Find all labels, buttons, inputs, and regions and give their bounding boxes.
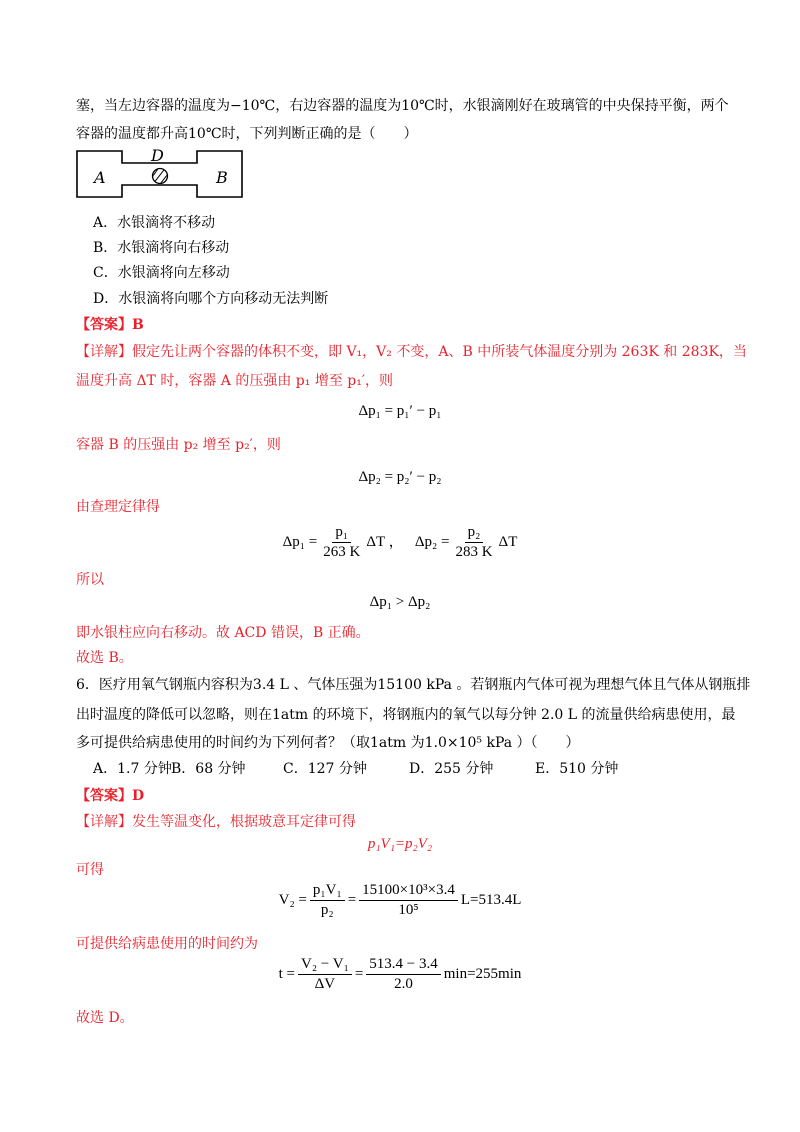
q5-detail-line-5: 所以 [76,572,104,588]
eq3-tail: min=255min [443,966,522,982]
q6-option-d: D．255 分钟 [409,761,494,777]
q5-detail-line-7: 故选 B。 [76,650,133,666]
q5-detail-line-3: 容器 B 的压强由 p₂ 增至 p₂′，则 [76,437,281,453]
eq2-tail: L=513.4L [460,892,522,908]
q5-equation-1: Δp₁ = p₁′ − p₁ [358,403,442,419]
q6-detail-line-2: 可得 [76,862,104,878]
eq3-right-fraction [452,524,495,561]
q6-stem-line-1: 6．医疗用氧气钢瓶内容积为3.4 L 、气体压强为15100 kPa 。若钢瓶内气体可视为理想气体且气体从钢瓶排 [76,677,751,693]
q5-detail-line-1: 【详解】假定先让两个容器的体积不变，即 V₁，V₂ 不变，A、B 中所装气体温度分别为 263K 和 283K，当 [76,344,747,360]
eq3-right-den: 283 K [455,544,493,561]
eq2-num-1: p₁V₁ [310,882,345,901]
q5-equation-3 [0,522,800,562]
eq3-left-tail: ΔT ， [366,534,404,550]
q6-option-c: C．127 分钟 [283,761,367,777]
q5-equation-4: Δp₁ > Δp₂ [369,594,431,610]
q5-option-d: D．水银滴将向哪个方向移动无法判断 [93,291,329,307]
q6-option-a: A．1.7 分钟 [93,761,172,777]
q6-stem-line-2: 出时温度的降低可以忽略，则在1atm 的环境下，将钢瓶内的氧气以每分钟 2.0 L 的流量供给病患使用，最 [76,707,736,723]
eq3-left-lhs: Δp₁ = [282,534,318,550]
label-container-b: B [216,168,228,187]
eq3-fraction-2 [366,956,440,993]
q6-equation-2 [0,880,800,920]
eq2-fraction-1 [310,882,345,919]
q5-detail-line-6: 即水银柱应向右移动。故 ACD 错误，B 正确。 [76,625,370,641]
eq2-den-1: p₂ [320,902,334,919]
q5-stem-line-2: 容器的温度都升高10℃时，下列判断正确的是（ ） [76,126,418,142]
eq3-left-den: 263 K [323,544,361,561]
eq3-right-lhs: Δp₂ = [414,534,450,550]
eq3-right-tail: ΔT [498,534,518,550]
q6-equation-3 [0,954,800,994]
eq3-lhs: t = [278,966,295,982]
eq3-equals: = [354,966,364,982]
q5-option-a: A．水银滴将不移动 [93,215,216,231]
eq2-lhs: V₂ = [278,892,307,908]
q5-detail-line-4: 由查理定律得 [76,499,160,515]
eq3-num-2: 513.4 − 3.4 [366,956,440,975]
eq3-den-2: 2.0 [394,976,413,993]
eq2-fraction-2 [359,882,458,919]
q5-answer: 【答案】B [76,317,144,333]
q6-detail-line-3: 可提供给病患使用的时间约为 [76,936,258,952]
eq2-equals: = [347,892,357,908]
q5-equation-2: Δp₂ = p₂′ − p₂ [358,469,442,485]
q5-option-b: B．水银滴将向右移动 [93,240,230,256]
q6-option-b: B．68 分钟 [171,761,246,777]
q6-options-row [93,759,618,779]
q5-detail-line-2: 温度升高 ΔT 时，容器 A 的压强由 p₁ 增至 p₁′，则 [76,373,394,389]
eq3-den-1: ΔV [314,976,336,993]
q6-answer: 【答案】D [76,788,145,804]
eq2-den-2: 10⁵ [398,902,419,919]
q5-option-c: C．水银滴将向左移动 [93,265,230,281]
container-diagram [76,146,246,204]
q6-stem-line-3: 多可提供给病患使用的时间约为下列何者？（取1atm 为1.0×10⁵ kPa ）（ ） [76,735,580,751]
q6-equation-1: p₁V₁=p₂V₂ [367,836,433,852]
q5-stem-line-1: 塞，当左边容器的温度为−10℃，右边容器的温度为10℃时，水银滴刚好在玻璃管的中央保持平衡，两个 [76,98,729,114]
q6-detail-line-4: 故选 D。 [76,1010,134,1026]
label-mercury-d: D [151,146,164,165]
eq3-left-fraction [320,524,363,561]
label-container-a: A [94,168,106,187]
eq3-num-1: V₂ − V₁ [298,956,352,975]
q6-option-e: E．510 分钟 [535,761,619,777]
eq3-right-num: p₂ [465,524,484,543]
eq3-fraction-1 [298,956,352,993]
eq2-num-2: 15100×10³×3.4 [359,882,458,901]
eq3-left-num: p₁ [332,524,351,543]
q6-detail-line-1: 【详解】发生等温变化，根据玻意耳定律可得 [76,814,356,830]
